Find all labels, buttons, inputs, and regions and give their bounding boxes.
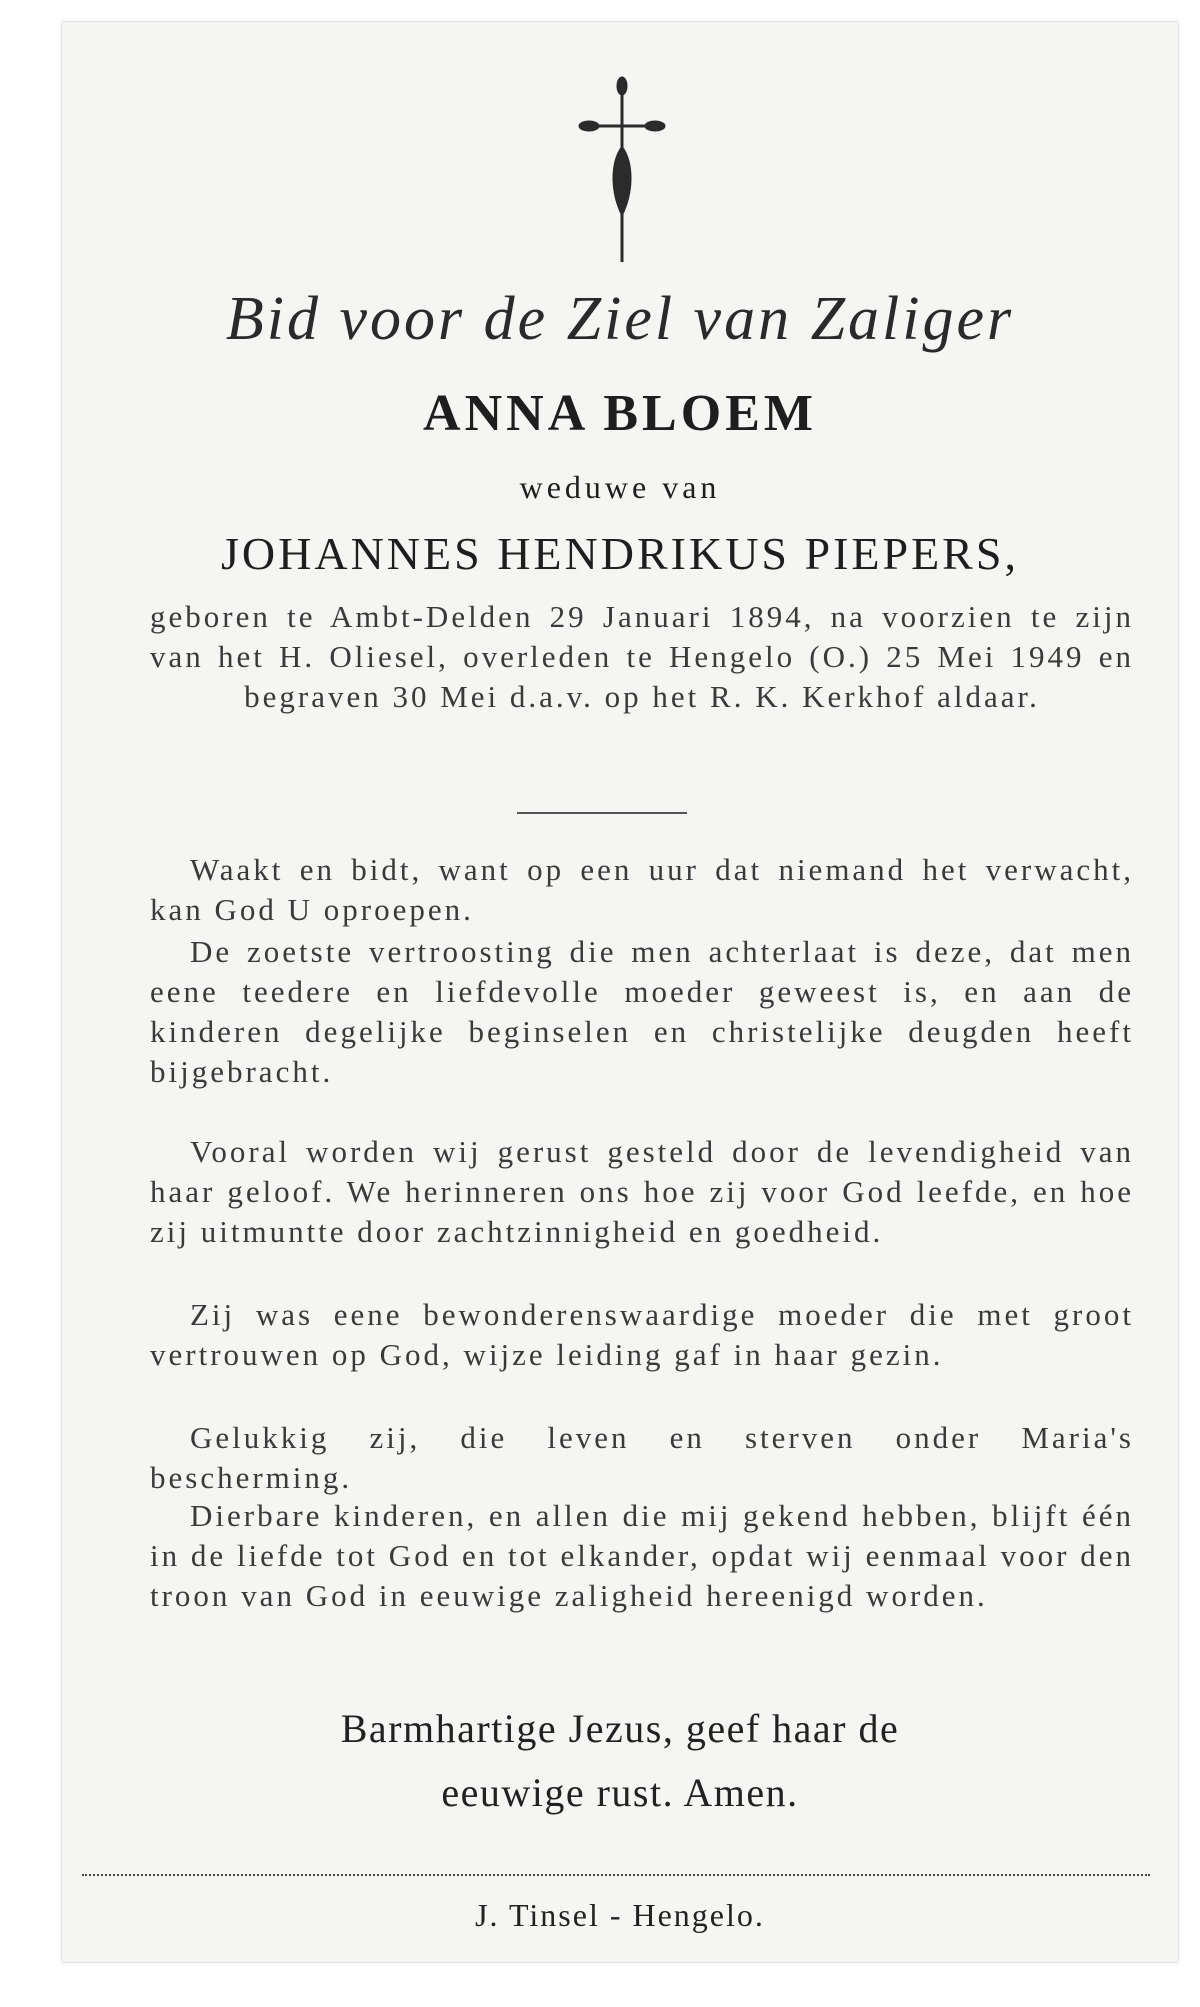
closing-line: Barmhartige Jezus, geef haar de [340,1706,900,1751]
paragraph: Waakt en bidt, want op een uur dat niemand het verwacht, kan God U oproepen. [150,852,1134,927]
heading: Bid voor de Ziel van Zaliger [225,285,1015,353]
printer-credit: J. Tinsel - Hengelo. [475,1897,765,1933]
memorial-card [62,22,1178,1962]
divider [517,812,687,814]
paragraph: Zij was eene bewonderenswaardige moeder die met groot vertrouwen op God, wijze leiding gaf in haar gezin. [150,1297,1134,1372]
paragraph: Vooral worden wij gerust gesteld door de levendigheid van haar geloof. We herinneren ons hoe zij voor God leefde, en hoe zij uitmuntte door zachtzinnigheid en goedheid. [150,1134,1134,1249]
cross-icon [577,74,667,264]
widow-of-label: weduwe van [519,469,721,505]
biography: geboren te Ambt-Delden 29 Januari 1894, na voorzien te zijn van het H. Oliesel, overleden te Hengelo (O.) 25 Mei 1949 en begraven 30 Mei d.a.v. op het R. K. Kerkhof aldaar. [150,599,1134,714]
closing-line: eeuwige rust. Amen. [441,1770,799,1815]
paragraph: Gelukkig zij, die leven en sterven onder Maria's bescherming. [150,1420,1134,1495]
dotted-rule [82,1874,1150,1876]
closing-prayer [122,1697,1118,1825]
paragraph: Dierbare kinderen, en allen die mij gekend hebben, blijft één in de liefde tot God en tot elkander, opdat wij eenmaal voor den troon van God in eeuwige zaligheid hereenigd worden. [150,1498,1134,1613]
deceased-name: ANNA BLOEM [423,385,817,442]
husband-name: JOHANNES HENDRIKUS PIEPERS, [221,528,1019,579]
paragraph: De zoetste vertroosting die men achterlaat is deze, dat men eene teedere en liefdevolle moeder geweest is, en aan de kinderen degelijke beginselen en christelijke deugden heeft bijgebracht. [150,934,1134,1089]
